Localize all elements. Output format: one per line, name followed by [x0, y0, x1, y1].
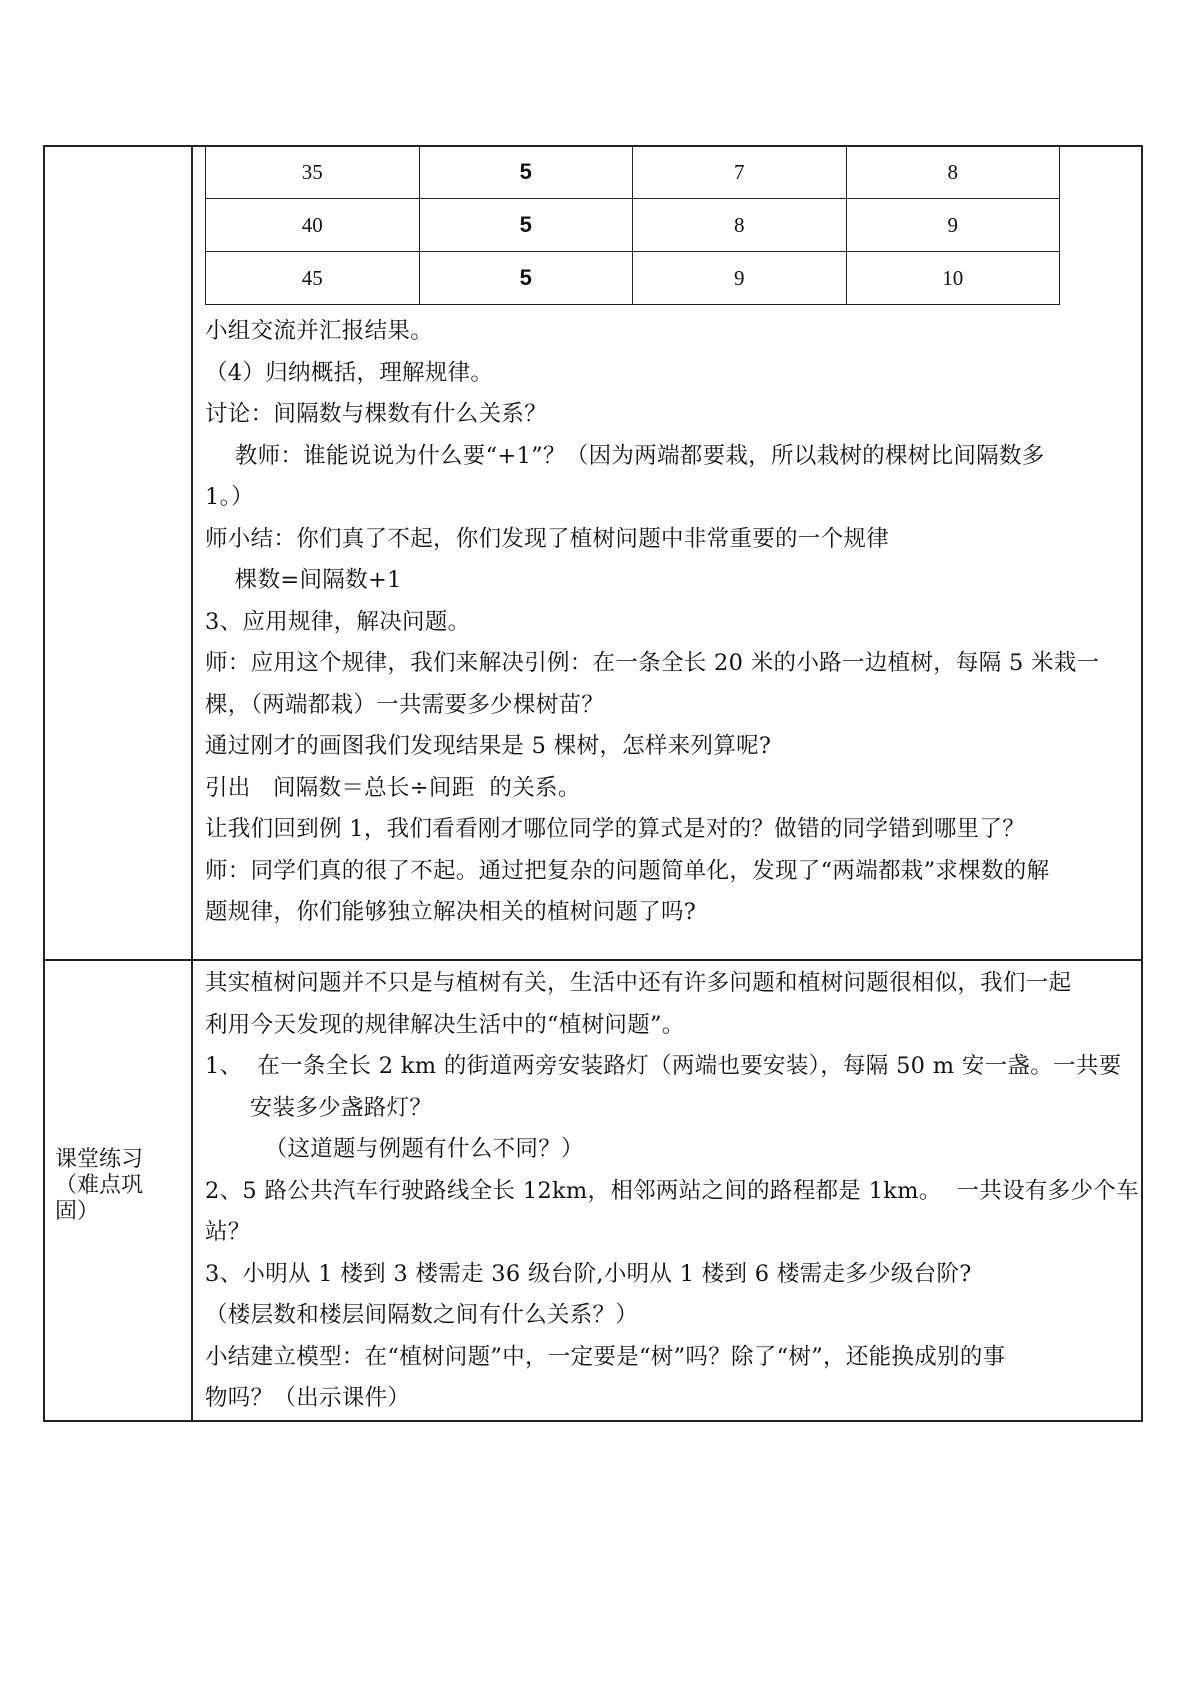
- table-cell: 8: [633, 199, 847, 252]
- data-table: [205, 145, 1060, 305]
- text-line: 1。）: [205, 484, 254, 510]
- text-line: 利用今天发现的规律解决生活中的“植树问题”。: [205, 1011, 685, 1038]
- label-line: 固）: [55, 1199, 100, 1224]
- text-line: 安装多少盏路灯？: [205, 1094, 433, 1121]
- text-line: 小结建立模型：在“植树问题”中，一定要是“树”吗？除了“树”，还能换成别的事: [205, 1343, 1006, 1370]
- text-line: 小组交流并汇报结果。: [205, 318, 434, 344]
- text-line: 题规律，你们能够独立解决相关的植树问题了吗?: [205, 899, 697, 925]
- text-line: 3、小明从 1 楼到 3 楼需走 36 级台阶,小明从 1 楼到 6 楼需走多少级台阶?: [205, 1260, 972, 1287]
- table-cell: 45: [206, 252, 420, 305]
- process-label-cell: [44, 146, 192, 960]
- label-line: （难点巩: [55, 1173, 144, 1198]
- table-row: [206, 199, 1060, 252]
- text-line: 2、5 路公共汽车行驶路线全长 12km，相邻两站之间的路程都是 1km。 一共设有多少个车: [205, 1177, 1139, 1204]
- text-line: 让我们回到例 1，我们看看刚才哪位同学的算式是对的？做错的同学错到哪里了？: [205, 816, 1026, 842]
- table-cell: 8: [846, 146, 1060, 199]
- text-line: 师小结：你们真了不起，你们发现了植树问题中非常重要的一个规律: [205, 525, 890, 552]
- process-text: [193, 305, 1141, 934]
- practice-row: [44, 960, 1142, 1421]
- table-cell: 9: [846, 199, 1060, 252]
- text-line: 物吗？（出示课件）: [205, 1385, 411, 1411]
- text-line: 3、应用规律，解决问题。: [205, 608, 471, 635]
- table-cell: 35: [206, 146, 420, 199]
- practice-label-cell: [44, 960, 192, 1421]
- text-line: 讨论：间隔数与棵数有什么关系？: [205, 401, 548, 427]
- label-line: 课堂练习: [55, 1147, 144, 1172]
- text-line: 站？: [205, 1219, 251, 1245]
- table-cell: 5: [419, 146, 633, 199]
- process-row: [44, 146, 1142, 960]
- table-cell: 5: [419, 252, 633, 305]
- text-line: （这道题与例题有什么不同？）: [205, 1136, 584, 1162]
- text-line: 师：同学们真的很了不起。通过把复杂的问题简单化，发现了“两端都栽”求棵数的解: [205, 857, 1050, 884]
- text-line: 通过刚才的画图我们发现结果是 5 棵树，怎样来列算呢?: [205, 733, 772, 759]
- text-line: 师：应用这个规律，我们来解决引例：在一条全长 20 米的小路一边植树，每隔 5 米栽一: [205, 650, 1100, 676]
- text-line: 教师：谁能说说为什么要“+1”？（因为两端都要栽，所以栽树的棵树比间隔数多: [205, 442, 1045, 469]
- section-label: [45, 1147, 191, 1225]
- table-row: [206, 252, 1060, 305]
- text-line: 棵数=间隔数+1: [205, 567, 402, 593]
- table-cell: 9: [633, 252, 847, 305]
- table-cell: 7: [633, 146, 847, 199]
- text-line: （4）归纳概括，理解规律。: [205, 359, 494, 386]
- table-cell: 40: [206, 199, 420, 252]
- text-line: （楼层数和楼层间隔数之间有什么关系？）: [205, 1302, 639, 1328]
- practice-text: [193, 961, 1141, 1420]
- table-row: [206, 146, 1060, 199]
- text-line: 棵，（两端都栽）一共需要多少棵树苗？: [205, 691, 605, 718]
- table-cell: 10: [846, 252, 1060, 305]
- table-cell: 5: [419, 199, 633, 252]
- lesson-plan-table: [43, 145, 1143, 1422]
- text-line: 其实植树问题并不只是与植树有关，生活中还有许多问题和植树问题很相似，我们一起: [205, 970, 1072, 996]
- text-line: 引出 间隔数＝总长÷间距 的关系。: [205, 774, 581, 801]
- text-line: 1、 在一条全长 2 km 的街道两旁安装路灯（两端也要安装），每隔 50 m 安一盏。一共要: [205, 1053, 1122, 1079]
- process-content-cell: [192, 146, 1142, 960]
- practice-content-cell: [192, 960, 1142, 1421]
